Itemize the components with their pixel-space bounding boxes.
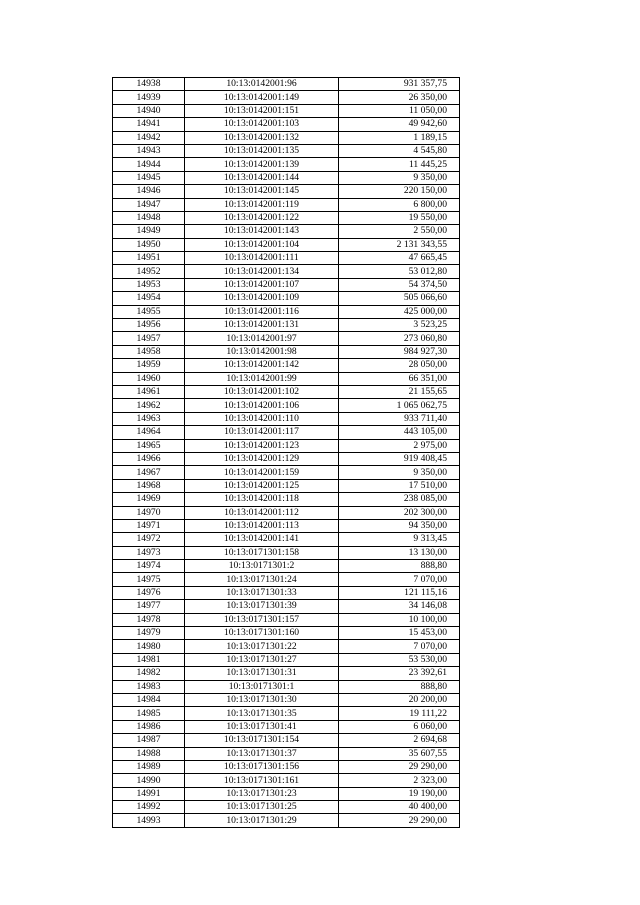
cadastral-number-cell: 10:13:0142001:111 [185, 252, 339, 265]
row-number-cell: 14967 [113, 466, 185, 479]
value-cell: 29 290,00 [339, 814, 460, 827]
cadastral-number-cell: 10:13:0142001:117 [185, 426, 339, 439]
cadastral-number-cell: 10:13:0171301:33 [185, 586, 339, 599]
value-cell: 9 350,00 [339, 466, 460, 479]
cadastral-number-cell: 10:13:0142001:139 [185, 158, 339, 171]
cadastral-number-cell: 10:13:0171301:41 [185, 720, 339, 733]
cadastral-number-cell: 10:13:0142001:113 [185, 519, 339, 532]
row-number-cell: 14981 [113, 653, 185, 666]
row-number-cell: 14966 [113, 452, 185, 465]
value-cell: 220 150,00 [339, 185, 460, 198]
row-number-cell: 14941 [113, 118, 185, 131]
row-number-cell: 14990 [113, 774, 185, 787]
value-cell: 3 523,25 [339, 319, 460, 332]
cadastral-number-cell: 10:13:0171301:35 [185, 707, 339, 720]
row-number-cell: 14943 [113, 144, 185, 157]
row-number-cell: 14985 [113, 707, 185, 720]
value-cell: 19 190,00 [339, 787, 460, 800]
table-row [113, 680, 460, 693]
row-number-cell: 14965 [113, 439, 185, 452]
cadastral-number-cell: 10:13:0171301:156 [185, 760, 339, 773]
table-row [113, 185, 460, 198]
row-number-cell: 14954 [113, 292, 185, 305]
cadastral-number-cell: 10:13:0142001:104 [185, 238, 339, 251]
cadastral-number-cell: 10:13:0171301:31 [185, 667, 339, 680]
cadastral-number-cell: 10:13:0142001:149 [185, 91, 339, 104]
row-number-cell: 14961 [113, 385, 185, 398]
cadastral-number-cell: 10:13:0142001:143 [185, 225, 339, 238]
value-cell: 984 927,30 [339, 345, 460, 358]
cadastral-number-cell: 10:13:0171301:1 [185, 680, 339, 693]
table-row [113, 198, 460, 211]
value-cell: 66 351,00 [339, 372, 460, 385]
value-cell: 19 111,22 [339, 707, 460, 720]
row-number-cell: 14982 [113, 667, 185, 680]
cadastral-number-cell: 10:13:0171301:37 [185, 747, 339, 760]
row-number-cell: 14952 [113, 265, 185, 278]
cadastral-number-cell: 10:13:0142001:119 [185, 198, 339, 211]
value-cell: 94 350,00 [339, 519, 460, 532]
cadastral-number-cell: 10:13:0142001:135 [185, 144, 339, 157]
cadastral-number-cell: 10:13:0142001:97 [185, 332, 339, 345]
table-row [113, 412, 460, 425]
row-number-cell: 14984 [113, 693, 185, 706]
table-row [113, 653, 460, 666]
table-row [113, 627, 460, 640]
cadastral-number-cell: 10:13:0142001:107 [185, 278, 339, 291]
table-row [113, 613, 460, 626]
value-cell: 11 050,00 [339, 104, 460, 117]
table-row [113, 747, 460, 760]
value-cell: 53 012,80 [339, 265, 460, 278]
value-cell: 505 066,60 [339, 292, 460, 305]
value-cell: 21 155,65 [339, 385, 460, 398]
table-row [113, 252, 460, 265]
value-cell: 53 530,00 [339, 653, 460, 666]
table-row [113, 292, 460, 305]
cadastral-number-cell: 10:13:0142001:144 [185, 171, 339, 184]
table-row [113, 131, 460, 144]
table-row [113, 104, 460, 117]
cadastral-number-cell: 10:13:0171301:24 [185, 573, 339, 586]
value-cell: 6 800,00 [339, 198, 460, 211]
cadastral-number-cell: 10:13:0142001:123 [185, 439, 339, 452]
table-row [113, 225, 460, 238]
row-number-cell: 14949 [113, 225, 185, 238]
value-cell: 2 323,00 [339, 774, 460, 787]
cadastral-number-cell: 10:13:0142001:145 [185, 185, 339, 198]
table-row [113, 546, 460, 559]
cadastral-number-cell: 10:13:0171301:158 [185, 546, 339, 559]
table-row [113, 345, 460, 358]
table-row [113, 734, 460, 747]
value-cell: 202 300,00 [339, 506, 460, 519]
value-cell: 238 085,00 [339, 493, 460, 506]
row-number-cell: 14980 [113, 640, 185, 653]
cadastral-number-cell: 10:13:0142001:118 [185, 493, 339, 506]
row-number-cell: 14962 [113, 399, 185, 412]
table-row [113, 265, 460, 278]
registry-table [112, 77, 460, 828]
value-cell: 54 374,50 [339, 278, 460, 291]
table-row [113, 814, 460, 827]
value-cell: 931 357,75 [339, 78, 460, 91]
value-cell: 9 313,45 [339, 533, 460, 546]
value-cell: 6 060,00 [339, 720, 460, 733]
cadastral-number-cell: 10:13:0142001:99 [185, 372, 339, 385]
value-cell: 888,80 [339, 680, 460, 693]
cadastral-number-cell: 10:13:0142001:142 [185, 359, 339, 372]
table-row [113, 760, 460, 773]
table-row [113, 144, 460, 157]
row-number-cell: 14972 [113, 533, 185, 546]
value-cell: 17 510,00 [339, 479, 460, 492]
row-number-cell: 14957 [113, 332, 185, 345]
table-row [113, 519, 460, 532]
value-cell: 35 607,55 [339, 747, 460, 760]
table-row [113, 787, 460, 800]
row-number-cell: 14993 [113, 814, 185, 827]
value-cell: 2 975,00 [339, 439, 460, 452]
value-cell: 443 105,00 [339, 426, 460, 439]
value-cell: 919 408,45 [339, 452, 460, 465]
table-row [113, 707, 460, 720]
table-row [113, 452, 460, 465]
cadastral-number-cell: 10:13:0142001:116 [185, 305, 339, 318]
cadastral-number-cell: 10:13:0142001:109 [185, 292, 339, 305]
cadastral-number-cell: 10:13:0142001:110 [185, 412, 339, 425]
table-row [113, 533, 460, 546]
row-number-cell: 14979 [113, 627, 185, 640]
row-number-cell: 14942 [113, 131, 185, 144]
table-row [113, 479, 460, 492]
table-row [113, 439, 460, 452]
row-number-cell: 14944 [113, 158, 185, 171]
registry-table-body [113, 78, 460, 828]
value-cell: 888,80 [339, 560, 460, 573]
row-number-cell: 14968 [113, 479, 185, 492]
row-number-cell: 14958 [113, 345, 185, 358]
value-cell: 28 050,00 [339, 359, 460, 372]
table-row [113, 586, 460, 599]
cadastral-number-cell: 10:13:0171301:22 [185, 640, 339, 653]
table-row [113, 426, 460, 439]
row-number-cell: 14940 [113, 104, 185, 117]
value-cell: 4 545,80 [339, 144, 460, 157]
cadastral-number-cell: 10:13:0171301:23 [185, 787, 339, 800]
value-cell: 7 070,00 [339, 573, 460, 586]
row-number-cell: 14964 [113, 426, 185, 439]
table-row [113, 667, 460, 680]
value-cell: 7 070,00 [339, 640, 460, 653]
value-cell: 40 400,00 [339, 801, 460, 814]
row-number-cell: 14988 [113, 747, 185, 760]
value-cell: 121 115,16 [339, 586, 460, 599]
value-cell: 15 453,00 [339, 627, 460, 640]
cadastral-number-cell: 10:13:0142001:134 [185, 265, 339, 278]
cadastral-number-cell: 10:13:0142001:151 [185, 104, 339, 117]
row-number-cell: 14955 [113, 305, 185, 318]
row-number-cell: 14975 [113, 573, 185, 586]
cadastral-number-cell: 10:13:0142001:131 [185, 319, 339, 332]
cadastral-number-cell: 10:13:0142001:159 [185, 466, 339, 479]
table-row [113, 720, 460, 733]
value-cell: 47 665,45 [339, 252, 460, 265]
cadastral-number-cell: 10:13:0171301:161 [185, 774, 339, 787]
value-cell: 20 200,00 [339, 693, 460, 706]
cadastral-number-cell: 10:13:0171301:160 [185, 627, 339, 640]
value-cell: 425 000,00 [339, 305, 460, 318]
value-cell: 49 942,60 [339, 118, 460, 131]
cadastral-number-cell: 10:13:0142001:125 [185, 479, 339, 492]
row-number-cell: 14945 [113, 171, 185, 184]
table-row [113, 238, 460, 251]
row-number-cell: 14959 [113, 359, 185, 372]
value-cell: 933 711,40 [339, 412, 460, 425]
table-row [113, 319, 460, 332]
row-number-cell: 14950 [113, 238, 185, 251]
table-row [113, 158, 460, 171]
cadastral-number-cell: 10:13:0142001:141 [185, 533, 339, 546]
row-number-cell: 14938 [113, 78, 185, 91]
cadastral-number-cell: 10:13:0171301:27 [185, 653, 339, 666]
table-row [113, 385, 460, 398]
row-number-cell: 14953 [113, 278, 185, 291]
value-cell: 34 146,08 [339, 600, 460, 613]
row-number-cell: 14951 [113, 252, 185, 265]
table-row [113, 573, 460, 586]
row-number-cell: 14946 [113, 185, 185, 198]
value-cell: 10 100,00 [339, 613, 460, 626]
table-row [113, 332, 460, 345]
table-row [113, 399, 460, 412]
row-number-cell: 14970 [113, 506, 185, 519]
value-cell: 2 694,68 [339, 734, 460, 747]
table-row [113, 91, 460, 104]
row-number-cell: 14947 [113, 198, 185, 211]
value-cell: 2 550,00 [339, 225, 460, 238]
value-cell: 2 131 343,55 [339, 238, 460, 251]
cadastral-number-cell: 10:13:0142001:129 [185, 452, 339, 465]
table-row [113, 305, 460, 318]
table-row [113, 506, 460, 519]
row-number-cell: 14983 [113, 680, 185, 693]
table-row [113, 372, 460, 385]
cadastral-number-cell: 10:13:0171301:154 [185, 734, 339, 747]
row-number-cell: 14939 [113, 91, 185, 104]
cadastral-number-cell: 10:13:0142001:132 [185, 131, 339, 144]
cadastral-number-cell: 10:13:0142001:96 [185, 78, 339, 91]
table-row [113, 493, 460, 506]
row-number-cell: 14956 [113, 319, 185, 332]
cadastral-number-cell: 10:13:0171301:25 [185, 801, 339, 814]
cadastral-number-cell: 10:13:0142001:122 [185, 211, 339, 224]
row-number-cell: 14948 [113, 211, 185, 224]
row-number-cell: 14973 [113, 546, 185, 559]
row-number-cell: 14974 [113, 560, 185, 573]
value-cell: 13 130,00 [339, 546, 460, 559]
table-row [113, 278, 460, 291]
table-row [113, 118, 460, 131]
value-cell: 1 065 062,75 [339, 399, 460, 412]
cadastral-number-cell: 10:13:0171301:39 [185, 600, 339, 613]
value-cell: 273 060,80 [339, 332, 460, 345]
cadastral-number-cell: 10:13:0171301:29 [185, 814, 339, 827]
row-number-cell: 14976 [113, 586, 185, 599]
table-row [113, 560, 460, 573]
row-number-cell: 14969 [113, 493, 185, 506]
row-number-cell: 14971 [113, 519, 185, 532]
value-cell: 11 445,25 [339, 158, 460, 171]
cadastral-number-cell: 10:13:0171301:30 [185, 693, 339, 706]
row-number-cell: 14986 [113, 720, 185, 733]
row-number-cell: 14987 [113, 734, 185, 747]
value-cell: 29 290,00 [339, 760, 460, 773]
table-row [113, 466, 460, 479]
row-number-cell: 14963 [113, 412, 185, 425]
cadastral-number-cell: 10:13:0142001:106 [185, 399, 339, 412]
value-cell: 26 350,00 [339, 91, 460, 104]
table-row [113, 801, 460, 814]
cadastral-number-cell: 10:13:0171301:157 [185, 613, 339, 626]
cadastral-number-cell: 10:13:0142001:102 [185, 385, 339, 398]
table-row [113, 171, 460, 184]
table-row [113, 640, 460, 653]
cadastral-number-cell: 10:13:0142001:112 [185, 506, 339, 519]
row-number-cell: 14991 [113, 787, 185, 800]
row-number-cell: 14992 [113, 801, 185, 814]
row-number-cell: 14978 [113, 613, 185, 626]
value-cell: 23 392,61 [339, 667, 460, 680]
value-cell: 9 350,00 [339, 171, 460, 184]
value-cell: 19 550,00 [339, 211, 460, 224]
value-cell: 1 189,15 [339, 131, 460, 144]
cadastral-number-cell: 10:13:0142001:98 [185, 345, 339, 358]
row-number-cell: 14989 [113, 760, 185, 773]
cadastral-number-cell: 10:13:0171301:2 [185, 560, 339, 573]
table-row [113, 78, 460, 91]
table-row [113, 211, 460, 224]
table-row [113, 359, 460, 372]
row-number-cell: 14977 [113, 600, 185, 613]
table-row [113, 774, 460, 787]
table-row [113, 693, 460, 706]
cadastral-number-cell: 10:13:0142001:103 [185, 118, 339, 131]
row-number-cell: 14960 [113, 372, 185, 385]
table-row [113, 600, 460, 613]
